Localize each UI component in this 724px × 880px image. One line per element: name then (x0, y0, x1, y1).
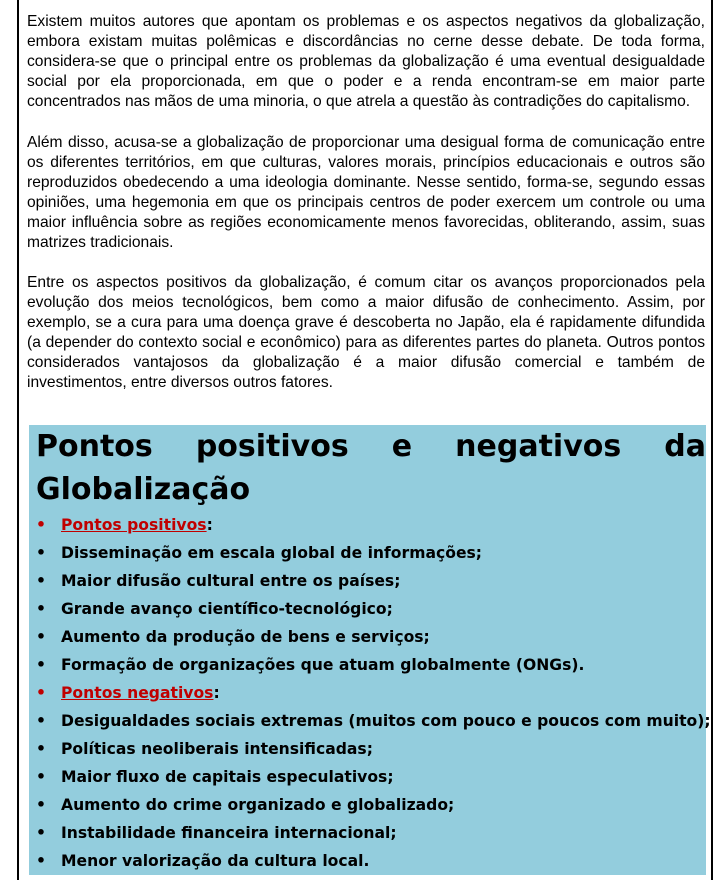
list-item (36, 791, 706, 819)
bullet-icon: • (36, 600, 46, 618)
slide-title (36, 425, 706, 511)
list-item (36, 623, 706, 651)
paragraph-1: Existem muitos autores que apontam os problemas e os aspectos negativos da globalização, embora existam muitas polêmicas e discordâncias no cerne desse debate. De toda forma, considera-se que o principal entre os problemas da globalização é uma eventual desigualdade social por ela proporcionada, em que o poder e a renda encontram-se em maior parte concentrados nas mãos de uma minoria, o que atrela a questão às contradições do capitalismo. (27, 13, 705, 110)
list-item-text: Disseminação em escala global de informações; (61, 544, 483, 562)
slide-title-word: Pontos (36, 429, 153, 464)
list-item (36, 847, 706, 875)
slide-bullet-list (36, 511, 711, 875)
list-item (36, 707, 711, 735)
slide-title-line-1 (36, 425, 706, 468)
list-item-text: Instabilidade financeira internacional; (61, 824, 397, 842)
heading-colon: : (213, 684, 220, 702)
bullet-icon: • (36, 712, 46, 730)
slide-title-line-2: Globalização (36, 472, 251, 507)
slide-title-word: da (664, 429, 706, 464)
list-item (36, 735, 706, 763)
negatives-heading: Pontos negativos (61, 684, 214, 702)
list-item-text: Aumento do crime organizado e globalizado; (61, 796, 455, 814)
list-item (36, 763, 706, 791)
list-item-text: Formação de organizações que atuam globalmente (ONGs). (61, 656, 585, 674)
list-item (36, 539, 706, 567)
bullet-icon: • (36, 768, 46, 786)
bullet-icon: • (36, 852, 46, 870)
article-text (27, 12, 705, 414)
slide-title-word: positivos (195, 429, 349, 464)
paragraph-2: Além disso, acusa-se a globalização de proporcionar uma desigual forma de comunicação entre os diferentes territórios, em que culturas, valores morais, princípios educacionais e outros são reproduzidos obedecendo a uma ideologia dominante. Nesse sentido, forma-se, segundo essas opiniões, uma hegemonia em que os principais centros de poder exercem um controle ou uma maior influência sobre as regiões economicamente menos favorecidas, obliterando, assim, suas matrizes tradicionais. (27, 133, 705, 251)
list-item (36, 595, 706, 623)
bullet-icon: • (36, 572, 46, 590)
list-item (36, 819, 706, 847)
bullet-icon: • (36, 544, 46, 562)
slide-title-word: negativos (455, 429, 622, 464)
bullet-icon: • (36, 684, 46, 702)
list-item-text: Grande avanço científico-tecnológico; (61, 600, 393, 618)
positives-heading: Pontos positivos (61, 516, 207, 534)
positives-heading-item (36, 511, 706, 539)
list-item-text: Menor valorização da cultura local. (61, 852, 370, 870)
list-item-text: Políticas neoliberais intensificadas; (61, 740, 373, 758)
bullet-icon: • (36, 740, 46, 758)
list-item-text: Aumento da produção de bens e serviços; (61, 628, 430, 646)
slide-title-word: e (391, 429, 413, 464)
bullet-icon: • (36, 796, 46, 814)
list-item (36, 567, 706, 595)
bullet-icon: • (36, 516, 46, 534)
bullet-icon: • (36, 824, 46, 842)
list-item-text: Maior difusão cultural entre os países; (61, 572, 401, 590)
bullet-icon: • (36, 628, 46, 646)
heading-colon: : (206, 516, 213, 534)
paragraph-3: Entre os aspectos positivos da globalização, é comum citar os avanços proporcionados pela evolução dos meios tecnológicos, bem como a maior difusão de conhecimento. Assim, por exemplo, se a cura para uma doença grave é descoberta no Japão, ela é rapidamente difundida (a depender do contexto social e econômico) para as diferentes partes do planeta. Outros pontos considerados vantajosos da globalização é a maior difusão comercial e também de investimentos, entre diversos outros fatores. (27, 274, 705, 391)
bullet-icon: • (36, 656, 46, 674)
list-item (36, 651, 706, 679)
list-item-text: Maior fluxo de capitais especulativos; (61, 768, 394, 786)
list-item-text: Desigualdades sociais extremas (muitos com pouco e poucos com muito); (61, 712, 711, 730)
negatives-heading-item (36, 679, 706, 707)
globalization-slide (29, 425, 711, 875)
